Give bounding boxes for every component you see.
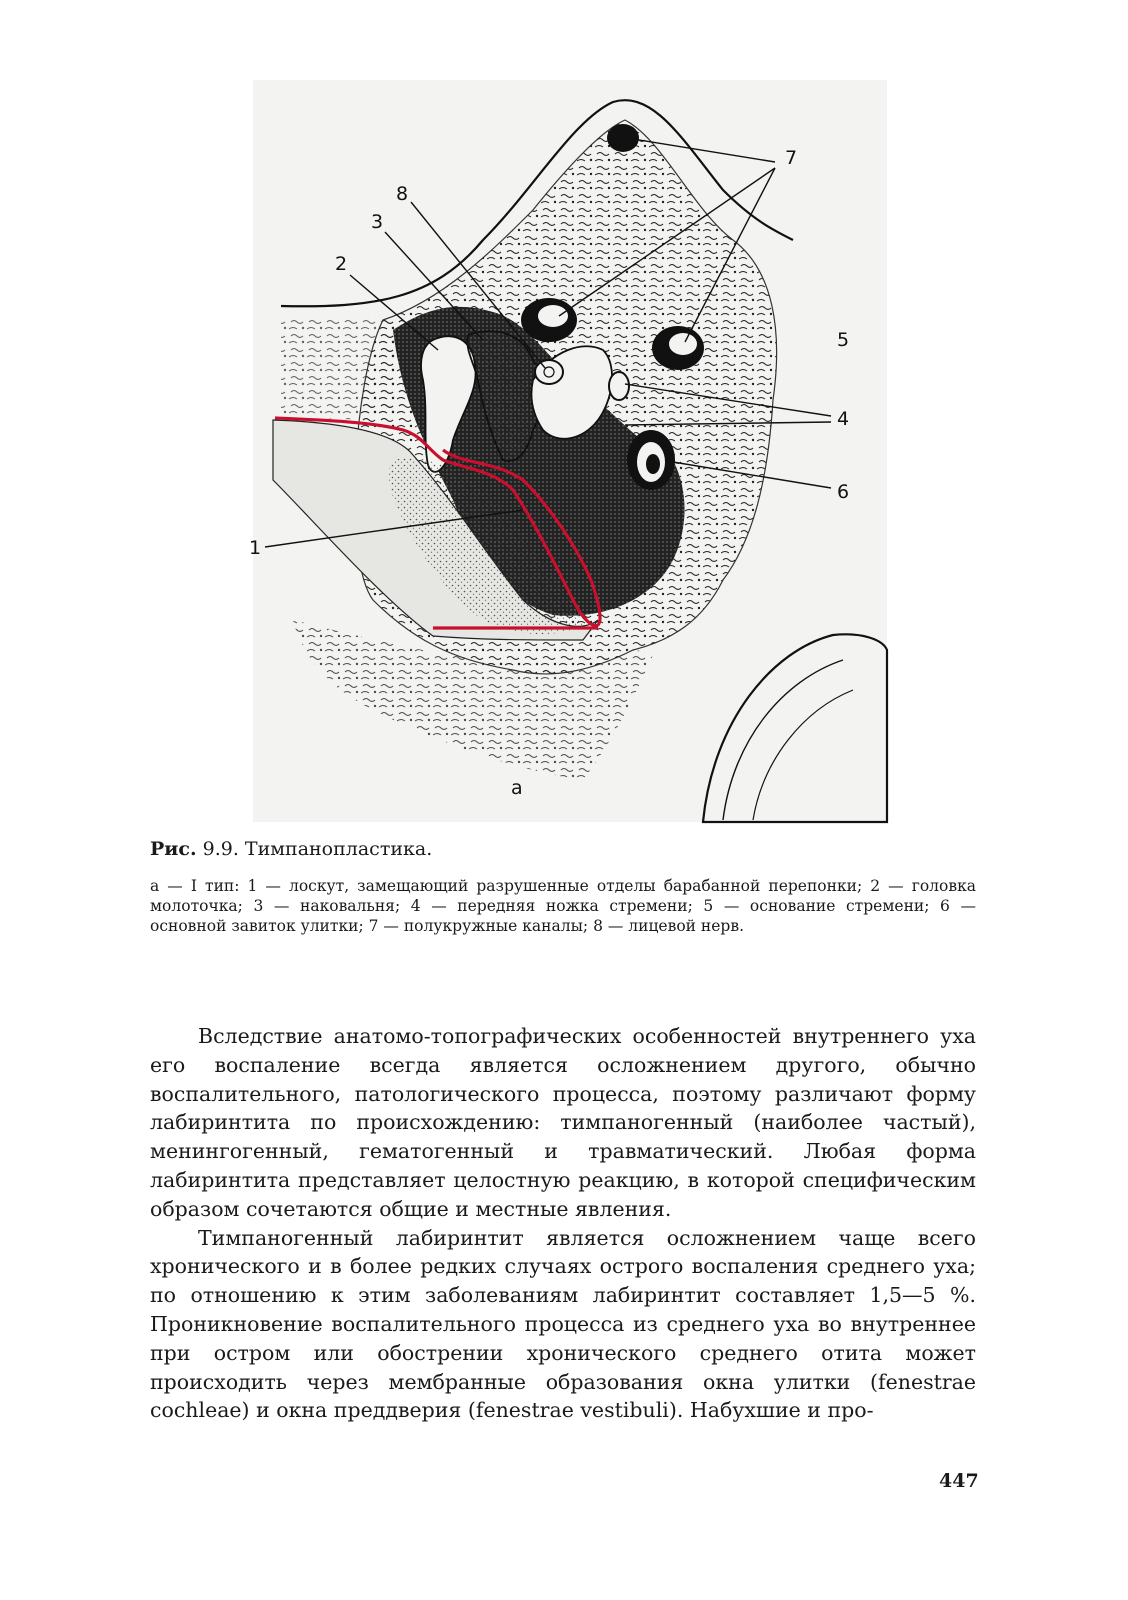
figure-caption-title — [150, 838, 432, 860]
tympanoplasty-figure — [249, 80, 887, 822]
figure-label-8: 8 — [396, 183, 409, 205]
paragraph: Вследствие анатомо-топографических особенностей внутреннего уха его воспаление всегда является осложнением другого, обычно воспалительного, патологического процесса, поэтому различают форму лабиринтита по происхождению: тимпаногенный (наиболее частый), менингогенный, гематогенный и травматический. Любая форма лабиринтита представляет целостную реакцию, в которой специфическим образом сочетаются общие и местные явления. — [150, 1024, 976, 1221]
figure-label-2: 2 — [335, 253, 348, 275]
figure-label-4: 4 — [837, 408, 850, 430]
figure-label-5: 5 — [837, 329, 850, 351]
figure-label-6: 6 — [837, 481, 850, 503]
caption-prefix: Рис. — [150, 838, 197, 860]
paragraph: Тимпаногенный лабиринтит является осложнением чаще всего хронического и в более редких случаях острого воспаления среднего уха; по отношению к этим заболеваниям лабиринтит составляет 1,5—5 %. Проникновение воспалительного процесса из среднего уха во внутреннее при остром или обострении хронического среднего отита может происходить через мембранные образования окна улитки (fenestrae cochleae) и окна преддверия (fenestrae vestibuli). Набухшие и про- — [150, 1225, 976, 1423]
figure-panel-label: а — [511, 777, 523, 799]
figure-label-1: 1 — [249, 537, 262, 559]
page-number: 447 — [939, 1470, 979, 1492]
caption-title-text: 9.9. Тимпанопластика. — [196, 838, 433, 860]
figure-caption-text: а — I тип: 1 — лоскут, замещающий разрушенные отделы барабанной перепонки; 2 — головка молоточка; 3 — наковальня; 4 — передняя ножка стремени; 5 — основание стремени; 6 — основной завиток улитки; 7 — полукружные каналы; 8 — лицевой нерв. — [150, 877, 976, 935]
figure-label-3: 3 — [371, 211, 384, 233]
figure-label-7: 7 — [785, 147, 798, 169]
body-text — [150, 1022, 976, 1425]
ear-anatomy-illustration — [249, 80, 887, 822]
